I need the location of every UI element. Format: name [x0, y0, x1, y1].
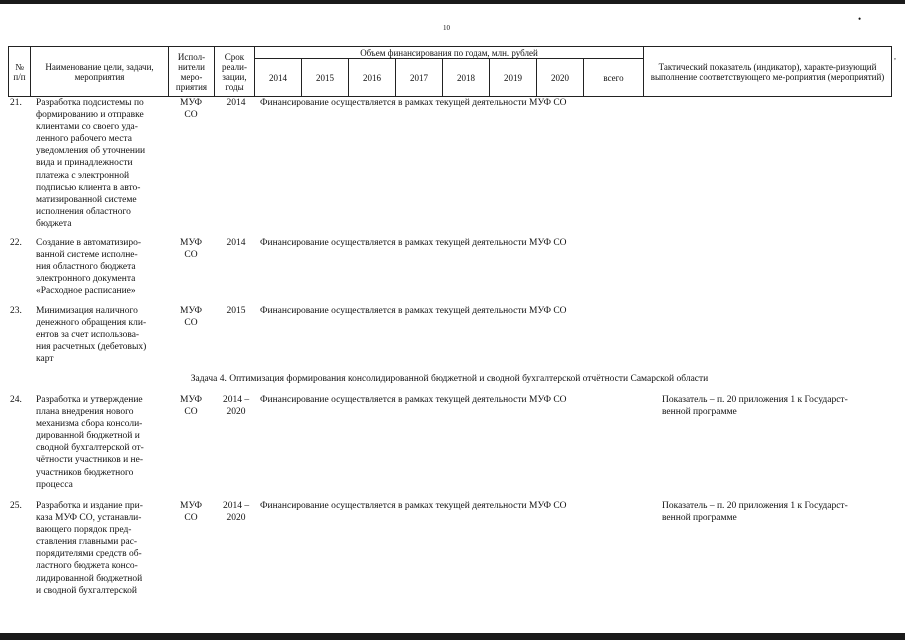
page-number: 10 — [443, 24, 450, 32]
row-funding: Финансирование осуществляется в рамках текущей деятельности МУФ СО — [260, 238, 567, 248]
row-name-line: подписью клиента в авто- — [36, 182, 141, 193]
row-name-line: ленного рабочего места — [36, 134, 132, 145]
row-executor — [168, 237, 214, 261]
row-name-line: порядителями средств об- — [36, 549, 142, 560]
row-executor-line: СО — [184, 513, 198, 524]
row-executor-line: МУФ — [180, 306, 202, 316]
header-term: Срок реали-зации, годы — [215, 47, 255, 97]
row-name — [36, 237, 164, 297]
header-executor: Испол-нители меро-приятия — [169, 47, 215, 97]
row-name-line: ластного бюджета консо- — [36, 561, 138, 572]
row-term-line: 2020 — [226, 513, 246, 524]
row-term — [215, 394, 257, 418]
row-executor-line: МУФ — [180, 501, 202, 511]
header-year: 2019 — [490, 59, 537, 97]
table-header — [8, 46, 892, 97]
row-name-line: процесса — [36, 479, 73, 490]
row-name-line: карт — [36, 354, 54, 365]
row-name — [36, 305, 164, 365]
row-term — [215, 97, 257, 109]
row-indicator-line: Показатель – п. 20 приложения 1 к Государст- — [662, 501, 848, 511]
header-year: 2015 — [302, 59, 349, 97]
row-name-line: Разработка и утверждение — [36, 395, 143, 405]
row-executor-line: МУФ — [180, 395, 202, 405]
row-number: 25. — [10, 501, 22, 511]
row-name — [36, 97, 164, 230]
row-name-line: ния расчетных (дебетовых) — [36, 342, 147, 353]
row-name-line: дированной бюджетной и — [36, 431, 140, 442]
row-indicator — [662, 500, 884, 524]
row-name — [36, 394, 164, 491]
row-name-line: ставления главными рас- — [36, 537, 138, 548]
task-heading: Задача 4. Оптимизация формирования консолидированной бюджетной и сводной бухгалтерской отчётности Самарской области — [190, 374, 709, 384]
scan-speck: • — [858, 14, 862, 24]
row-name-line: денежного обращения кли- — [36, 318, 147, 329]
row-number: 24. — [10, 395, 22, 405]
header-funding: Объем финансирования по годам, млн. рублей — [255, 47, 644, 59]
row-executor — [168, 394, 214, 418]
row-name-line: и сводной бухгалтерской — [36, 585, 137, 596]
row-indicator-line: венной программе — [662, 407, 737, 418]
row-name-line: лидированной бюджетной — [36, 573, 143, 584]
row-indicator-line: венной программе — [662, 513, 737, 524]
header-indicator: Тактический показатель (индикатор), характе-ризующий выполнение соответствующего ме-роприятия (мероприятий) — [644, 47, 892, 97]
row-executor-line: СО — [184, 407, 198, 418]
row-name-line: электронного документа — [36, 274, 136, 285]
row-term-line: 2014 — [226, 98, 246, 108]
scan-mark: , — [894, 52, 896, 61]
scan-top-border — [0, 0, 905, 4]
row-term-line: 2014 – — [222, 501, 250, 511]
row-indicator — [662, 394, 884, 418]
header-total: всего — [584, 59, 644, 97]
row-number: 21. — [10, 98, 22, 108]
row-executor-line: СО — [184, 110, 198, 121]
header-num: № п/п — [9, 47, 31, 97]
header-year: 2018 — [443, 59, 490, 97]
row-executor — [168, 305, 214, 329]
row-name-line: исполнения областного — [36, 206, 131, 217]
row-funding: Финансирование осуществляется в рамках текущей деятельности МУФ СО — [260, 395, 567, 405]
row-funding: Финансирование осуществляется в рамках текущей деятельности МУФ СО — [260, 98, 567, 108]
row-executor-line: СО — [184, 250, 198, 261]
row-name-line: механизма сбора консоли- — [36, 419, 143, 430]
row-term — [215, 500, 257, 524]
header-year: 2014 — [255, 59, 302, 97]
row-indicator-line: Показатель – п. 20 приложения 1 к Государст- — [662, 395, 848, 405]
row-name-line: формированию и отправке — [36, 110, 144, 121]
row-funding: Финансирование осуществляется в рамках текущей деятельности МУФ СО — [260, 306, 567, 316]
header-year: 2020 — [537, 59, 584, 97]
row-name-line: матизированной системе — [36, 194, 137, 205]
row-term-line: 2014 — [226, 238, 246, 248]
row-name-line: ния областного бюджета — [36, 262, 136, 273]
row-name-line: платежа с электронной — [36, 170, 130, 181]
row-name-line: участников бюджетного — [36, 467, 134, 478]
row-name-line: Разработка подсистемы по — [36, 98, 144, 108]
row-name-line: сводной бухгалтерской от- — [36, 443, 144, 454]
row-name-line: вающего порядок пред- — [36, 525, 132, 536]
header-year: 2017 — [396, 59, 443, 97]
row-executor-line: МУФ — [180, 98, 202, 108]
row-name-line: Минимизация наличного — [36, 306, 138, 316]
row-name-line: ентов за счет использова- — [36, 330, 140, 341]
header-name: Наименование цели, задачи, мероприятия — [31, 47, 169, 97]
row-executor-line: СО — [184, 318, 198, 329]
row-name-line: бюджета — [36, 218, 72, 229]
row-name-line: Разработка и издание при- — [36, 501, 143, 511]
row-term-line: 2014 – — [222, 395, 250, 405]
row-number: 23. — [10, 306, 22, 316]
row-name-line: плана внедрения нового — [36, 407, 134, 418]
row-name — [36, 500, 164, 597]
row-name-line: уведомления об уточнении — [36, 146, 146, 157]
row-name-line: вида и принадлежности — [36, 158, 133, 169]
scan-bottom-border — [0, 633, 905, 640]
row-executor — [168, 500, 214, 524]
row-term-line: 2020 — [226, 407, 246, 418]
row-term — [215, 237, 257, 249]
row-term — [215, 305, 257, 317]
row-executor — [168, 97, 214, 121]
row-name-line: Создание в автоматизиро- — [36, 238, 142, 248]
row-name-line: каза МУФ СО, устанавли- — [36, 513, 142, 524]
row-funding: Финансирование осуществляется в рамках текущей деятельности МУФ СО — [260, 501, 567, 511]
row-term-line: 2015 — [226, 306, 246, 316]
row-name-line: «Расходное расписание» — [36, 286, 136, 297]
row-name-line: клиентами со своего уда- — [36, 122, 138, 133]
row-name-line: чётности участников и не- — [36, 455, 143, 466]
row-number: 22. — [10, 238, 22, 248]
row-executor-line: МУФ — [180, 238, 202, 248]
row-name-line: ванной системе исполне- — [36, 250, 138, 261]
header-year: 2016 — [349, 59, 396, 97]
